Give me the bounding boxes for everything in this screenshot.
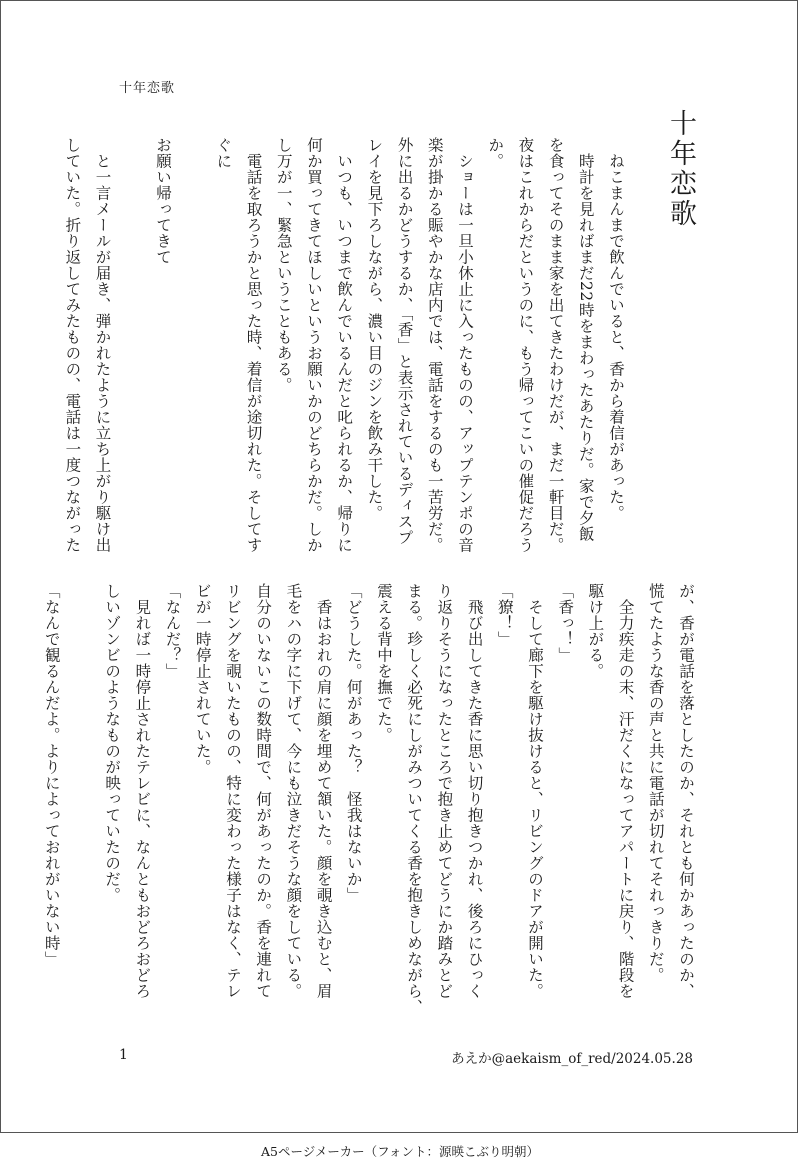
text-line: 香はおれの肩に顔を埋めて頷いた。顔を覗き込むと、眉: [314, 583, 333, 999]
text-line: 震える背中を撫でた。: [374, 583, 393, 743]
text-line: が、香が電話を落としたのか、それとも何かあったのか、: [677, 583, 695, 999]
text-line: まる。珍しく必死にしがみついてくる香を抱きしめながら、: [405, 583, 424, 1015]
text-line: り返りそうになったところで抱き止めてどうにか踏みとど: [435, 583, 454, 999]
text-line: そして廊下を駆け抜けると、リビングのドアが開いた。: [525, 583, 544, 999]
text-line: 外に出るかどうするか、「香」と表示されているディスプ: [395, 137, 414, 546]
text-line: 夜はこれからだというのに、もう帰ってこいの催促だろう: [516, 137, 535, 553]
text-line: ショーは一旦小休止に入ったものの、アップテンポの音: [455, 137, 474, 553]
text-line: リビングを覗いたものの、特に変わった様子はなく、テレ: [223, 583, 242, 999]
text-line: 見れば一時停止されたテレビに、なんともおどろおどろ: [133, 583, 152, 999]
text-line: しいゾンビのようなものが映っていたのだ。: [103, 583, 122, 903]
upper-text-block: [57, 137, 631, 557]
text-line: ねこまんまで飲んでいると、香から着信があった。: [607, 137, 625, 521]
text-line: 毛をハの字に下げて、今にも泣きだそうな顔をしている。: [284, 583, 303, 999]
text-line: お願い帰ってきて: [153, 137, 172, 265]
text-line: 電話を取ろうかと思った時、着信が途切れた。そしてす: [244, 137, 263, 553]
text-line: 「なんだ？」: [163, 583, 182, 679]
text-line: レイを見下ろしながら、濃い目のジンを飲み干した。: [365, 137, 384, 521]
text-line: 何か買ってきてほしいというお願いかのどちらかだ。しか: [304, 137, 323, 553]
author-credit: あえか@aekaism_of_red/2024.05.28: [451, 1051, 693, 1067]
text-line: し万が一、緊急ということもある。: [274, 137, 293, 393]
text-line: [67, 583, 97, 983]
text-line: いつも、いつまで飲んでいるんだと叱られるか、帰りに: [335, 137, 354, 553]
text-line: 「獠！」: [495, 583, 514, 647]
text-line: [178, 137, 208, 557]
text-line: 「どうした。何があった？ 怪我はないか」: [344, 583, 363, 903]
text-line: 楽が掛かる賑やかな店内では、電話をするのも一苦労だ。: [425, 137, 444, 553]
text-line: 飛び出してきた香に思い切り抱きつかれ、後ろにひっく: [465, 583, 484, 999]
text-line: [118, 137, 148, 557]
text-line: していた。折り返してみたものの、電話は一度つながった: [63, 137, 82, 553]
text-line: 自分のいないこの数時間で、何があったのか。香を連れて: [254, 583, 273, 999]
text-line: 慌てたような香の声と共に電話が切れてそれっきりだ。: [646, 583, 665, 983]
text-line: か。: [486, 137, 505, 169]
text-line: 「香っ！」: [556, 583, 575, 663]
running-head: 十年恋歌: [119, 81, 176, 96]
text-line: と一言メールが届き、弾かれたように立ち上がり駆け出: [93, 137, 112, 553]
lower-text-block: [37, 583, 701, 1015]
text-line: 「なんで観るんだよ。よりによっておれがいない時」: [42, 583, 61, 967]
footer-caption: A5ページメーカー（フォント：源暎こぶり明朝）: [261, 1144, 539, 1159]
text-line: を食ってそのまま家を出てきたわけだが、まだ一軒目だ。: [546, 137, 565, 553]
page-number: 1: [119, 1047, 128, 1063]
text-line: ぐに: [214, 137, 233, 169]
story-title: 十年恋歌: [665, 109, 696, 229]
text-line: 駆け上がる。: [586, 583, 605, 679]
text-line: ビが一時停止されていた。: [193, 583, 212, 775]
text-line: 全力疾走の末、汗だくになってアパートに戻り、階段を: [616, 583, 635, 999]
text-line: 時計を見ればまだ22時をまわったあたりだ。家で夕飯: [576, 137, 595, 542]
